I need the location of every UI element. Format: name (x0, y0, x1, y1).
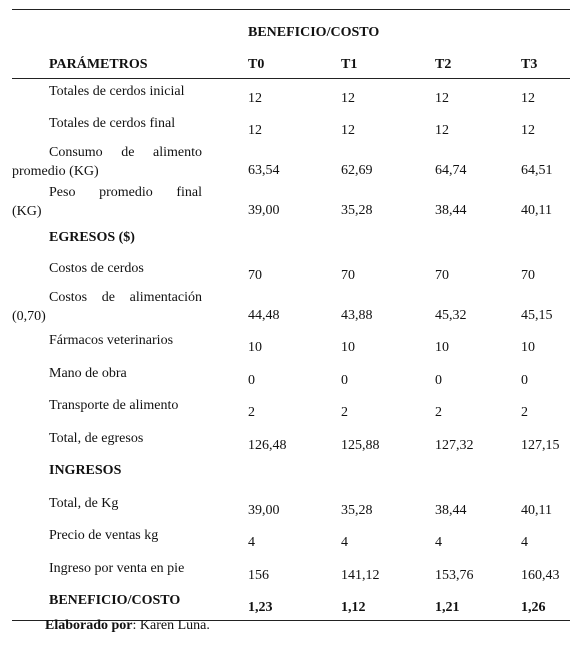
row-label (12, 288, 202, 326)
row-label: Fármacos veterinarios (49, 333, 174, 348)
table-cell: 4 (521, 535, 528, 550)
row-label-line1: Peso promedio final (49, 185, 202, 200)
row-label-line2: promedio (KG) (12, 164, 99, 179)
table-cell: 2 (521, 405, 528, 420)
table-cell: 127,32 (435, 438, 474, 453)
table-cell: 1,12 (341, 600, 366, 615)
table-cell: 0 (341, 373, 348, 388)
table-cell: 40,11 (521, 503, 552, 518)
header-rule (12, 78, 570, 79)
source-value: : Karen Luna. (132, 618, 210, 633)
row-label: Total, de egresos (49, 431, 144, 446)
table-cell: 63,54 (248, 163, 280, 178)
table-cell: 156 (248, 568, 269, 583)
table-cell: 12 (521, 123, 535, 138)
table-cell: 0 (521, 373, 528, 388)
table-cell: 40,11 (521, 203, 552, 218)
table-cell: 70 (341, 268, 355, 283)
table-cell: 12 (435, 123, 449, 138)
table-cell: 38,44 (435, 203, 467, 218)
table-cell: 12 (521, 91, 535, 106)
table-cell: 0 (435, 373, 442, 388)
row-label: Totales de cerdos final (49, 116, 176, 131)
row-label-line1: Consumo de alimento (49, 145, 202, 160)
table-cell: 45,32 (435, 308, 467, 323)
table-cell: 1,23 (248, 600, 273, 615)
table-cell: 4 (341, 535, 348, 550)
row-label: Costos de cerdos (49, 261, 144, 276)
table-cell: 38,44 (435, 503, 467, 518)
table-cell: 1,26 (521, 600, 546, 615)
table-cell: 153,76 (435, 568, 474, 583)
row-label-line2: (0,70) (12, 309, 46, 324)
row-label: Totales de cerdos inicial (49, 84, 185, 99)
column-header-t1: T1 (341, 57, 358, 72)
table-cell: 70 (248, 268, 262, 283)
table-cell: 35,28 (341, 203, 373, 218)
table-cell: 12 (248, 91, 262, 106)
source-note (45, 618, 210, 634)
table-cell: 64,51 (521, 163, 553, 178)
table-cell: 125,88 (341, 438, 380, 453)
row-label: Mano de obra (49, 366, 127, 381)
row-label: Precio de ventas kg (49, 528, 159, 543)
table-cell: 12 (341, 91, 355, 106)
table-cell: 10 (341, 340, 355, 355)
row-label: Total, de Kg (49, 496, 119, 511)
table-cell: 12 (248, 123, 262, 138)
table-cell: 64,74 (435, 163, 467, 178)
table-cell: 10 (521, 340, 535, 355)
table-cell: 70 (435, 268, 449, 283)
table-cell: 44,48 (248, 308, 280, 323)
table-cell: 70 (521, 268, 535, 283)
row-label: Transporte de alimento (49, 398, 179, 413)
table-cell: 160,43 (521, 568, 560, 583)
table-cell: 1,21 (435, 600, 460, 615)
table-cell: 4 (435, 535, 442, 550)
table-cell: 0 (248, 373, 255, 388)
row-label: Ingreso por venta en pie (49, 561, 185, 576)
table-cell: 2 (248, 405, 255, 420)
section-heading-egresos: EGRESOS ($) (49, 230, 135, 245)
table-cell: 2 (435, 405, 442, 420)
source-label: Elaborado por (45, 618, 133, 633)
table-cell: 126,48 (248, 438, 287, 453)
column-header-t0: T0 (248, 57, 265, 72)
table-cell: 12 (435, 91, 449, 106)
table-cell: 2 (341, 405, 348, 420)
table-cell: 127,15 (521, 438, 560, 453)
table-cell: 43,88 (341, 308, 373, 323)
row-label (12, 143, 202, 181)
section-heading-ingresos: INGRESOS (49, 463, 122, 478)
column-header-t3: T3 (521, 57, 538, 72)
row-label (12, 183, 202, 221)
param-header: PARÁMETROS (49, 57, 148, 72)
table-cell: 10 (248, 340, 262, 355)
column-header-t2: T2 (435, 57, 452, 72)
table-cell: 4 (248, 535, 255, 550)
super-header: BENEFICIO/COSTO (248, 25, 380, 40)
row-label-beneficio-costo: BENEFICIO/COSTO (49, 593, 181, 608)
table-cell: 35,28 (341, 503, 373, 518)
row-label-line1: Costos de alimentación (49, 290, 202, 305)
table-cell: 62,69 (341, 163, 373, 178)
table-cell: 141,12 (341, 568, 380, 583)
table-cell: 39,00 (248, 203, 280, 218)
table-cell: 39,00 (248, 503, 280, 518)
table-cell: 10 (435, 340, 449, 355)
table-cell: 12 (341, 123, 355, 138)
row-label-line2: (KG) (12, 204, 42, 219)
table-cell: 45,15 (521, 308, 553, 323)
top-rule (12, 9, 570, 10)
